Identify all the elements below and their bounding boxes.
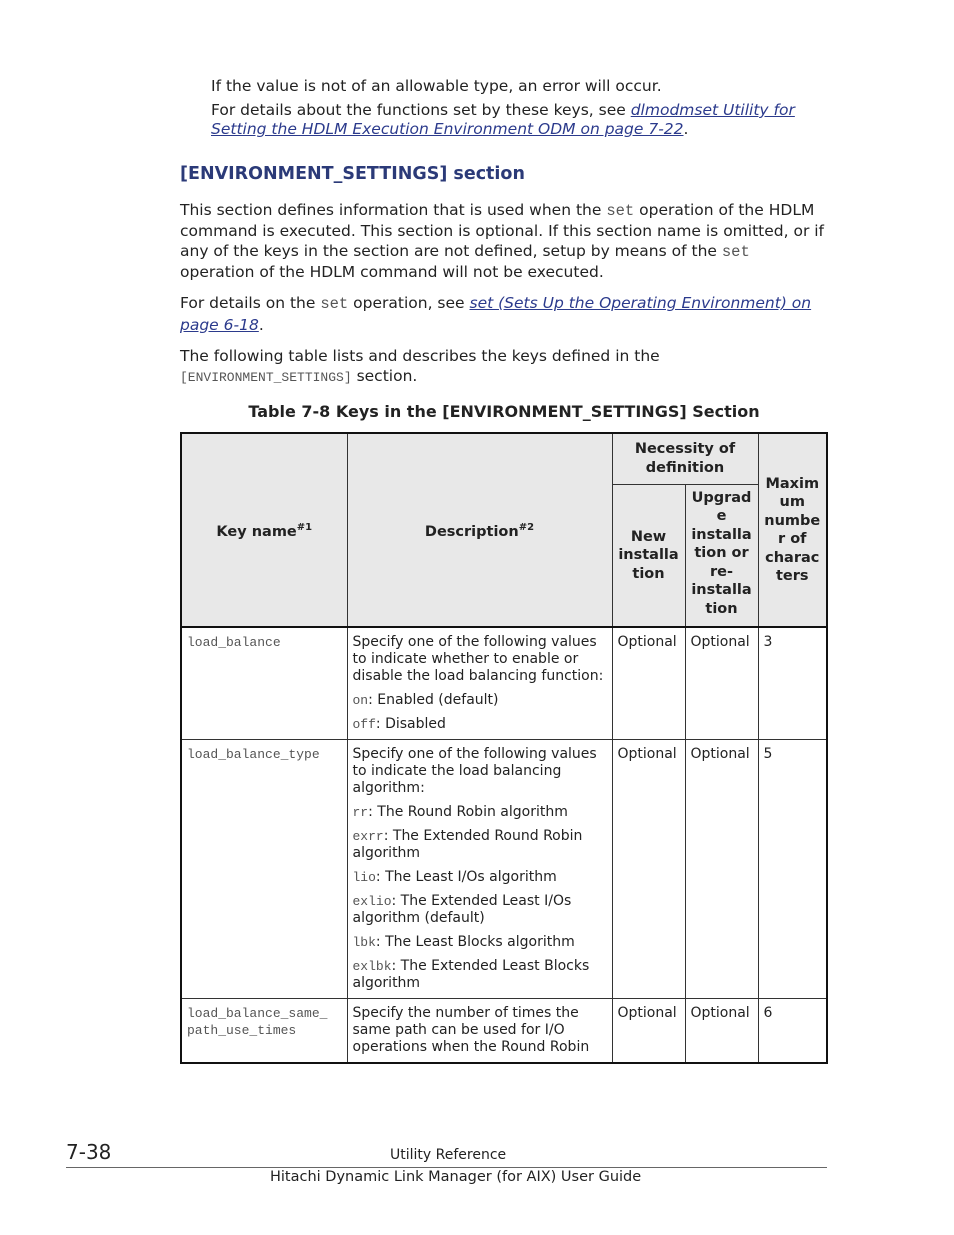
key-name-cell: load_balance_type [181,740,347,999]
set-code: set [721,243,750,261]
option-line [353,828,607,862]
footnote-marker: #1 [296,521,313,533]
para3-text-b: section. [351,367,418,385]
option-line [353,804,607,821]
new-install-cell: Optional [612,740,685,999]
necessity-header: Necessity of definition [612,433,758,484]
key-name-header [181,433,347,627]
upgrade-cell: Optional [685,999,758,1064]
para2-text-b: operation, see [348,294,470,312]
running-head: Utility Reference [390,1147,507,1163]
option-text: : The Least Blocks algorithm [375,934,575,950]
option-line [353,716,607,733]
description-cell [347,740,612,999]
option-code: exlbk [352,959,392,974]
description-cell [347,999,612,1064]
set-code: set [320,295,349,313]
para2-text-c: . [258,315,264,334]
table-intro [180,346,825,388]
section-heading: [ENVIRONMENT_SETTINGS] section [180,164,525,184]
option-code: rr [352,805,369,820]
option-text: : The Extended Least I/Os algorithm (default) [352,893,572,926]
max-chars-header: Maxim um numbe r of charac ters [758,433,827,627]
option-code: exrr [352,829,384,844]
key-name-line: load_balance_same_ [187,1006,328,1021]
key-name-header-label: Key name [216,523,297,540]
option-code: on [352,693,369,708]
new-install-cell: Optional [612,627,685,740]
set-operation-reference [180,293,825,335]
table-caption: Table 7-8 Keys in the [ENVIRONMENT_SETTINGS] Section [248,402,760,421]
upgrade-cell: Optional [685,740,758,999]
section-name-code: [ENVIRONMENT_SETTINGS] [180,370,352,385]
max-chars-cell: 3 [758,627,827,740]
description-intro: Specify the number of times the same path can be used for I/O operations when the Round Robin [352,1005,590,1055]
description-cell [347,627,612,740]
new-install-header: New installa tion [612,484,685,627]
upgrade-cell: Optional [685,627,758,740]
option-code: lio [352,870,376,885]
option-line [353,893,607,927]
intro-reference-suffix: . [683,120,689,138]
key-name-cell: load_balance [181,627,347,740]
para1-text-b: operation of the HDLM command is executed. This section is optional. If this section name is omitted, or if any of the keys in the section are not defined, setup by means of the [180,201,825,260]
option-line [353,958,607,992]
para1-text-c: operation of the HDLM command will not be executed. [180,263,604,281]
option-text: : Enabled (default) [368,692,499,708]
intro-reference-prefix: For details about the functions set by these keys, see [211,101,631,119]
keys-table [180,432,828,1064]
option-code: off [352,717,376,732]
max-chars-cell: 6 [758,999,827,1064]
table-row [181,999,827,1064]
option-line [353,692,607,709]
option-text: : Disabled [375,716,446,732]
new-install-cell: Optional [612,999,685,1064]
key-name-line: path_use_times [187,1023,297,1038]
option-text: : The Least I/Os algorithm [375,869,557,885]
description-header-label: Description [424,523,519,540]
option-code: lbk [352,935,376,950]
page-number: 7-38 [66,1140,112,1164]
para2-text-a: For details on the [180,294,321,312]
para3-text-a: The following table lists and describes the keys defined in the [180,347,660,365]
option-text: : The Round Robin algorithm [368,804,568,820]
intro-reference [211,101,831,139]
option-text: : The Extended Round Robin algorithm [352,828,583,861]
description-header [347,433,612,627]
option-line [353,934,607,951]
section-description [180,200,825,282]
option-text: : The Extended Least Blocks algorithm [352,958,590,991]
footnote-marker: #2 [518,521,535,533]
description-intro: Specify one of the following values to indicate whether to enable or disable the load balancing function: [352,634,604,684]
table-row [181,627,827,740]
option-line [353,869,607,886]
upgrade-header: Upgrad e installa tion or re- installa tion [685,484,758,627]
intro-text: If the value is not of an allowable type, an error will occur. [211,77,662,95]
table-row [181,740,827,999]
set-code: set [606,202,635,220]
book-title: Hitachi Dynamic Link Manager (for AIX) User Guide [270,1169,642,1185]
dlmodmset-utility-link[interactable]: dlmodmset Utility for Setting the HDLM Execution Environment ODM on page 7-22 [211,101,795,138]
max-chars-cell: 5 [758,740,827,999]
key-name-cell [181,999,347,1064]
set-operation-link[interactable]: set (Sets Up the Operating Environment) on page 6-18 [180,294,812,334]
footer-divider [66,1167,827,1168]
option-code: exlio [352,894,392,909]
description-intro: Specify one of the following values to indicate the load balancing algorithm: [352,746,597,796]
para1-text-a: This section defines information that is used when the [180,201,607,219]
